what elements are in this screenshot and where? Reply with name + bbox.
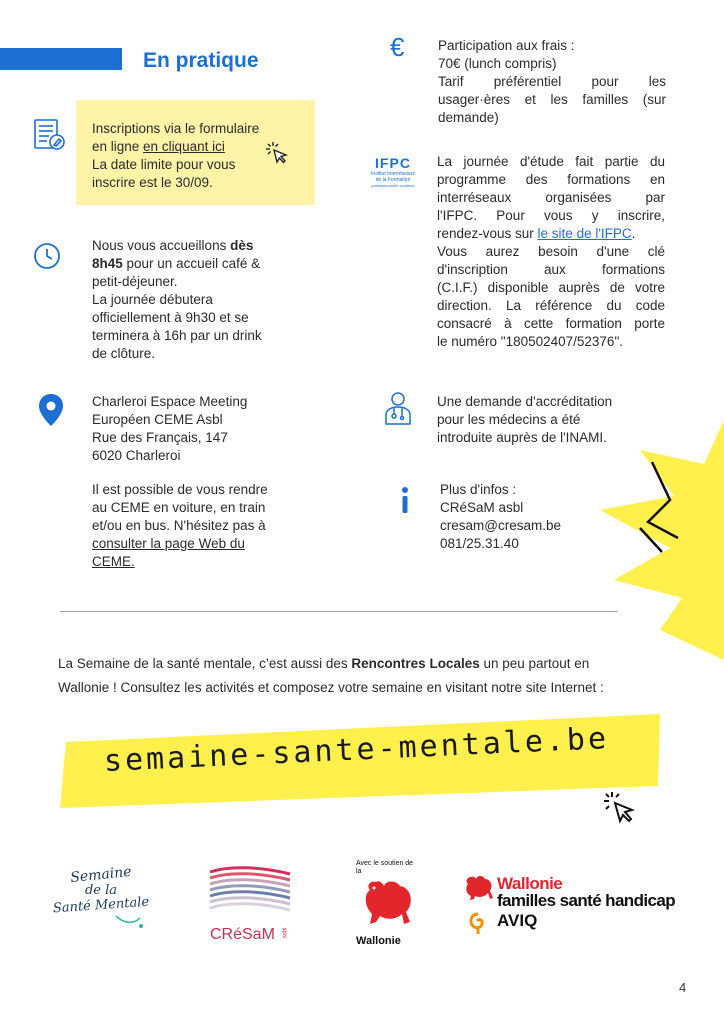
ifpc-logo bbox=[362, 155, 424, 188]
registration-line: en ligne bbox=[92, 139, 144, 154]
ssm-logo-text: Semaine bbox=[69, 863, 133, 887]
wallonie-support-text: Avec le soutien de bbox=[356, 860, 414, 867]
clock-icon bbox=[33, 242, 61, 270]
aviq-swirl-icon bbox=[467, 912, 489, 936]
ssm-logo-text: Santé Mentale bbox=[52, 894, 150, 917]
cresam-logo-text: CRéSaM bbox=[210, 926, 275, 943]
registration-line: La date limite pour vous bbox=[92, 157, 236, 172]
doctor-icon bbox=[383, 390, 413, 426]
ssm-logo-text: de la bbox=[84, 883, 118, 898]
info-text: Plus d'infos : CRéSaM asbl cresam@cresam.be 081/25.31.40 bbox=[440, 482, 561, 551]
wallonie-logo bbox=[356, 860, 426, 947]
ifpc-logo-text: IFPC bbox=[375, 155, 411, 171]
ifpc-text: La journée d'étude fait partie du programme des formations en interréseaux organisées par l'IFPC. Pour vous y inscrire, rendez-vous sur le site de l'IFPC. Vous aurez besoin d'une clé d'inscription aux formations (C.I.F.) disponible auprès de votre direction. La référence du code consacré à cette formation porte le numéro "180502407/52376". bbox=[437, 154, 665, 349]
location-pin-icon bbox=[38, 393, 64, 427]
access-text: Il est possible de vous rendre au CEME en voiture, en train et/ou en bus. N'hésitez pas à consulter la page Web du CEME. bbox=[92, 481, 307, 571]
website-url[interactable]: semaine-sante-mentale.be bbox=[103, 721, 610, 779]
page-number: 4 bbox=[679, 980, 687, 995]
registration-line: inscrire est le 30/09. bbox=[92, 175, 213, 190]
cresam-logo bbox=[208, 864, 292, 943]
cresam-logo-sub: asbl bbox=[282, 927, 289, 939]
section-divider bbox=[60, 611, 618, 612]
form-icon bbox=[33, 118, 67, 152]
ceme-link[interactable]: CEME. bbox=[92, 554, 135, 569]
aviq-logo-text: AVIQ bbox=[497, 911, 538, 930]
wallonie-logo-text: Wallonie bbox=[356, 935, 401, 947]
registration-line: Inscriptions via le formulaire bbox=[92, 121, 260, 136]
rooster-icon bbox=[463, 874, 493, 900]
registration-link[interactable]: en cliquant ici bbox=[143, 139, 225, 154]
aviq-logo-tagline: familles santé handicap bbox=[497, 891, 675, 910]
fees-text: Participation aux frais : 70€ (lunch compris) Tarif préférentiel pour les usager·ères et les familles (sur demande) bbox=[438, 38, 666, 125]
ssm-logo bbox=[46, 863, 156, 923]
info-icon bbox=[399, 486, 411, 514]
accreditation-text: Une demande d'accréditation pour les médecins a été introduite auprès de l'INAMI. bbox=[437, 394, 613, 445]
rooster-icon bbox=[356, 876, 418, 930]
aviq-logo-wallonie: Wallonie bbox=[497, 874, 563, 893]
section-title: En pratique bbox=[143, 49, 259, 72]
welcome-text: Nous vous accueillons dès 8h45 pour un accueil café & petit-déjeuner. La journée débutera officiellement à 9h30 et se terminera à 16h par un drink de clôture. bbox=[92, 238, 262, 361]
heading-accent-bar bbox=[0, 48, 122, 70]
click-cursor-icon bbox=[265, 141, 289, 165]
cresam-stripes-icon bbox=[208, 864, 292, 924]
address-text: Charleroi Espace Meeting Européen CEME Asbl Rue des Français, 147 6020 Charleroi bbox=[92, 394, 248, 463]
local-meetings-text: La Semaine de la santé mentale, c’est aussi des Rencontres Locales un peu partout en Wallonie ! Consultez les activités et composez votre semaine en visitant notre site Internet : bbox=[58, 656, 604, 695]
ifpc-logo-sub: de la Formation bbox=[375, 177, 411, 183]
wallonie-support-text: la bbox=[356, 868, 362, 875]
euro-icon: € bbox=[390, 32, 405, 62]
click-cursor-icon bbox=[602, 790, 638, 826]
ifpc-site-link[interactable]: le site de l'IFPC bbox=[537, 226, 632, 241]
ifpc-logo-sub: professionnelle continue bbox=[371, 183, 415, 188]
yellow-starburst-decoration bbox=[600, 420, 724, 665]
ifpc-logo-sub: Institut Interréseaux bbox=[371, 171, 415, 177]
ceme-link[interactable]: consulter la page Web du bbox=[92, 536, 245, 551]
